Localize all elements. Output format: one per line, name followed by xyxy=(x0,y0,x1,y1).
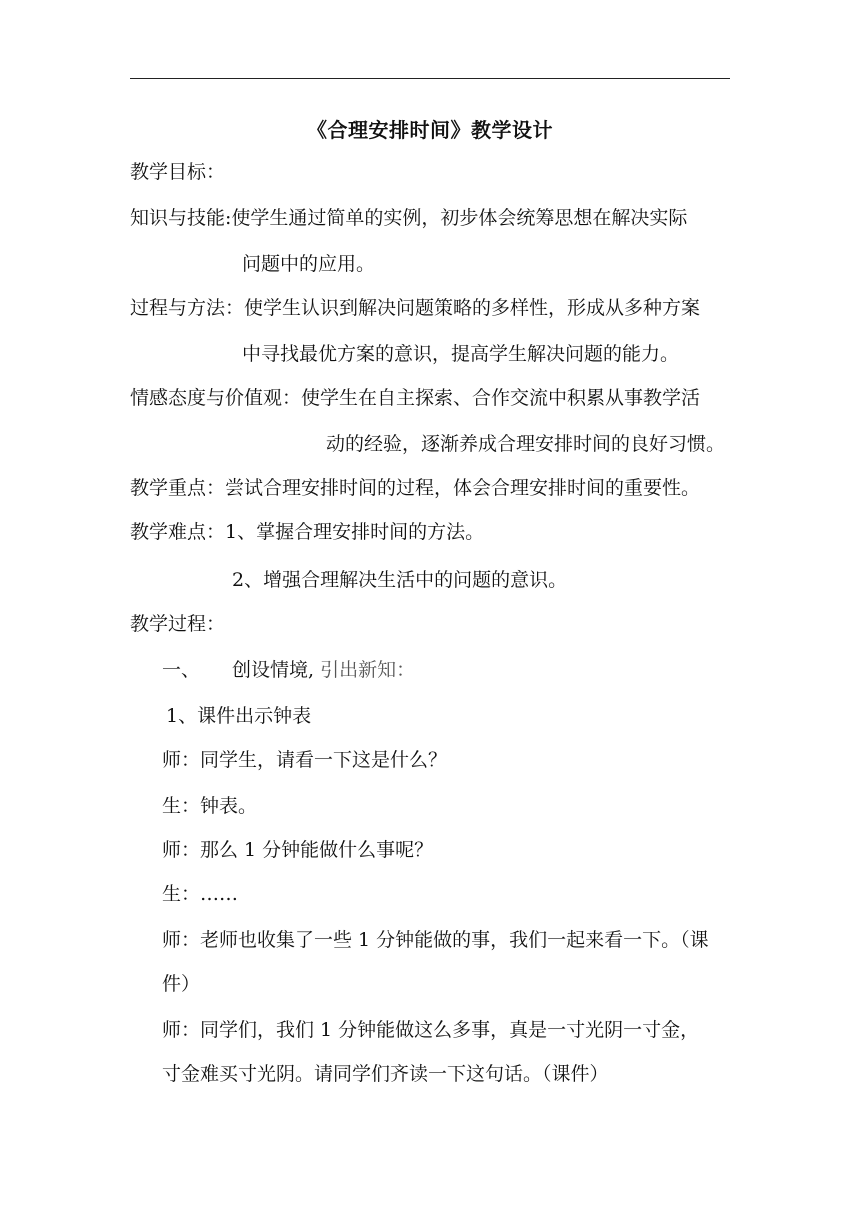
difficulty-item-2: 2、增强合理解决生活中的问题的意识。 xyxy=(232,569,568,591)
dialogue-line: 师：同学生，请看一下这是什么？ xyxy=(162,749,448,771)
dialogue-line: 生：…… xyxy=(162,883,239,905)
attitude-text-1: 使学生在自主探索、合作交流中积累从事教学活 xyxy=(301,387,701,409)
section-1-heading xyxy=(162,656,415,684)
attitude-label: 情感态度与价值观： xyxy=(130,387,302,409)
dialogue-line: 师：老师也收集了一些 1 分钟能做的事，我们一起来看一下。（课 xyxy=(162,929,709,951)
difficulty-label: 教学难点： xyxy=(130,521,226,543)
section-1-title: 创设情境, xyxy=(232,659,315,681)
dialogue-line: 寸金难买寸光阴。请同学们齐读一下这句话。（课件） xyxy=(162,1063,609,1085)
dialogue-line: 师：那么 1 分钟能做什么事呢？ xyxy=(162,839,434,861)
section-1-title-tail: 引出新知： xyxy=(314,659,416,681)
knowledge-label: 知识与技能: xyxy=(130,207,232,229)
goals-heading: 教学目标： xyxy=(130,161,226,183)
dialogue-line: 件） xyxy=(162,973,201,995)
process-method-text-2: 中寻找最优方案的意识，提高学生解决问题的能力。 xyxy=(242,343,680,365)
process-method-line-1 xyxy=(130,294,700,322)
document-title: 《合理安排时间》教学设计 xyxy=(307,118,553,142)
process-method-text-1: 使学生认识到解决问题策略的多样性，形成从多种方案 xyxy=(244,297,701,319)
knowledge-line-1 xyxy=(130,204,687,232)
key-point-label: 教学重点： xyxy=(130,477,226,499)
attitude-text-2: 动的经验，逐渐养成合理安排时间的良好习惯。 xyxy=(326,433,726,455)
process-heading: 教学过程： xyxy=(130,613,226,635)
key-point-line xyxy=(130,474,700,502)
knowledge-text-1: 使学生通过简单的实例，初步体会统筹思想在解决实际 xyxy=(231,207,688,229)
dialogue-line: 师：同学们，我们 1 分钟能做这么多事，真是一寸光阴一寸金， xyxy=(162,1019,700,1041)
header-rule xyxy=(130,78,730,79)
difficulty-line-1 xyxy=(130,518,484,546)
section-1-number: 一、 xyxy=(162,659,201,681)
difficulty-item-1: 1、掌握合理安排时间的方法。 xyxy=(225,521,485,543)
dialogue-line: 1、课件出示钟表 xyxy=(166,705,312,727)
dialogue-line: 生：钟表。 xyxy=(162,795,258,817)
knowledge-text-2: 问题中的应用。 xyxy=(242,253,376,275)
process-method-label: 过程与方法： xyxy=(130,297,245,319)
key-point-text: 尝试合理安排时间的过程，体会合理安排时间的重要性。 xyxy=(225,477,701,499)
attitude-line-1 xyxy=(130,384,700,412)
